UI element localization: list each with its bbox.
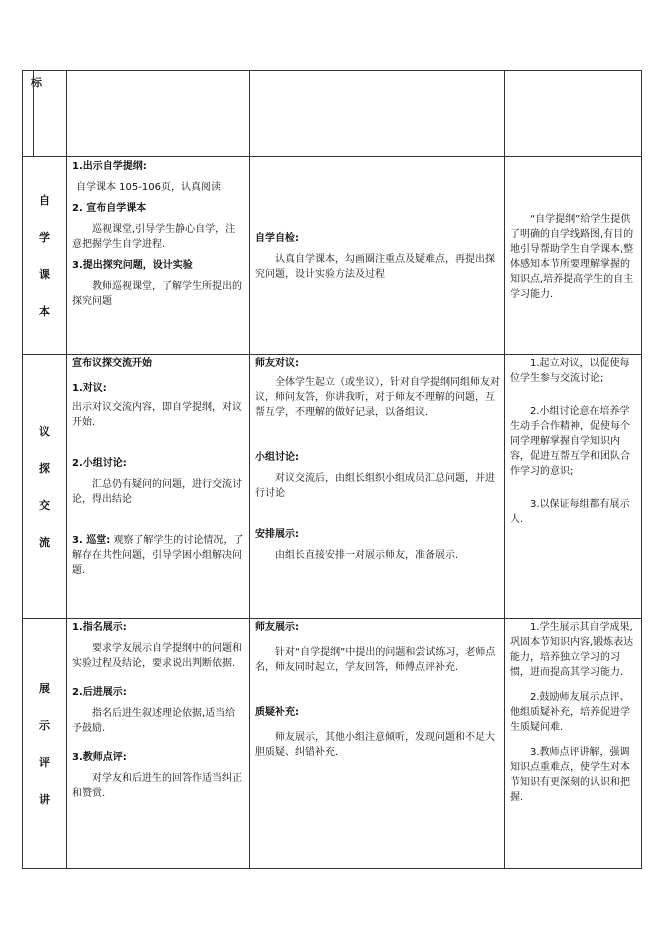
teacher-step-text: 教师巡视课堂，了解学生所提出的探究问题 [72, 281, 242, 307]
teacher-step-text: 巡视课堂,引导学生静心自学，注意把握学生自学进程. [72, 224, 236, 250]
design-intent-text: 1.学生展示其自学成果,巩固本节知识内容,锻炼表达能力，培养独立学习的习惯，进而提高其学习能力. [510, 622, 634, 678]
student-step-heading: 师友展示: [255, 622, 299, 633]
teacher-step-heading: 1.出示自学提纲: [72, 161, 147, 172]
student-step-heading: 师友对议: [255, 358, 299, 369]
teacher-step-heading: 2.后进展示: [72, 687, 127, 698]
discussion-row [23, 355, 642, 619]
objectives-label: 标 [31, 76, 42, 89]
teacher-step-text: 要求学友展示自学提纲中的问题和实验过程及结论，要求说出判断依据. [72, 643, 242, 669]
student-step-text: 对议交流后，由组长组织小组成员汇总问题，并进行讨论 [255, 473, 495, 499]
teacher-step-heading: 1.对议: [72, 383, 107, 394]
student-step-text: 针对“自学提纲”中提出的问题和尝试练习，老师点名，师友同时起立，学友回答，师傅点评补充. [255, 647, 496, 673]
objectives-student-cell [250, 71, 505, 157]
design-intent-text: 1.起立对议，以促使每位学生参与交流讨论; [510, 358, 630, 384]
design-intent-text: 2.小组讨论意在培养学生动手合作精神，促使每个同学理解掌握自学知识内容，促进互帮互学和团队合作学习的意识; [510, 406, 630, 477]
self-study-section-label: 自 学 课 本 [23, 157, 67, 355]
student-step-text: 由组长直接安排一对展示师友，准备展示. [275, 550, 459, 561]
teacher-step-text: 观察了解学生的讨论情况，了解存在共性问题，引导学困小组解决问题. [72, 535, 244, 576]
discussion-student-cell [250, 355, 505, 619]
self-study-student-cell [250, 157, 505, 355]
teacher-step-heading: 1.指名展示: [72, 622, 127, 633]
teacher-step-heading: 2.小组讨论: [72, 458, 127, 469]
teacher-step-text: 出示对议交流内容，即自学提纲，对议开始. [72, 402, 242, 428]
design-intent-text: 3.以保证每组都有展示人. [510, 499, 630, 525]
student-step-heading: 自学自检: [255, 233, 299, 244]
teacher-step-text: 汇总仍有疑问的问题，进行交流讨论，得出结论 [72, 479, 242, 505]
objectives-row [23, 71, 642, 157]
teacher-step-heading: 3.提出探究问题，设计实验 [72, 260, 193, 271]
student-step-heading: 小组讨论: [255, 452, 299, 463]
design-intent-text: 2.鼓励师友展示点评、他组质疑补充，培养促进学生质疑问难. [510, 692, 630, 733]
presentation-row [23, 619, 642, 869]
teacher-step-heading: 2. 宣布自学课本 [72, 203, 147, 214]
objectives-label-cell [23, 71, 67, 157]
self-study-teacher-cell [67, 157, 250, 355]
presentation-teacher-cell [67, 619, 250, 869]
student-step-text: 全体学生起立（或坐议），针对自学提纲同组师友对议，师问友答，你讲我听，对于师友不理解的问题，互帮互学，不理解的做好记录，以备组议. [255, 377, 500, 418]
design-intent-text: “自学提纲”给学生提供了明确的自学线路图,有目的地引导帮助学生自学课本,整体感知本节所要理解掌握的知识点,培养提高学生的自主学习能力. [510, 213, 634, 300]
presentation-section-label: 展 示 评 讲 [23, 619, 67, 869]
objectives-teacher-cell [67, 71, 250, 157]
self-study-row [23, 157, 642, 355]
design-intent-text: 3.教师点评讲解，强调知识点重难点，使学生对本节知识有更深刻的认识和把握. [510, 747, 630, 803]
teacher-step-text: 自学课本 105-106页，认真阅读 [76, 182, 221, 193]
student-step-text: 师友展示，其他小组注意倾听，发现问题和不足大胆质疑、纠错补充. [255, 732, 495, 758]
student-step-heading: 安排展示: [255, 529, 299, 540]
self-study-intent-cell [505, 157, 642, 355]
objectives-intent-cell [505, 71, 642, 157]
presentation-intent-cell [505, 619, 642, 869]
teacher-step-heading: 3. 巡堂: [72, 535, 111, 546]
presentation-student-cell [250, 619, 505, 869]
teacher-step-text: 指名后进生叙述理论依据,适当给予鼓励. [72, 708, 236, 734]
teacher-step-heading: 宣布议探交流开始 [72, 358, 152, 369]
discussion-teacher-cell [67, 355, 250, 619]
student-step-heading: 质疑补充: [255, 707, 299, 718]
teacher-step-text: 对学友和后进生的回答作适当纠正和赞赏. [72, 773, 242, 799]
student-step-text: 认真自学课本，勾画圈注重点及疑难点，再提出探究问题，设计实验方法及过程 [255, 254, 495, 280]
discussion-intent-cell [505, 355, 642, 619]
teacher-step-heading: 3.教师点评: [72, 752, 127, 763]
lesson-plan-table [22, 70, 642, 869]
discussion-section-label: 议 探 交 流 [23, 355, 67, 619]
